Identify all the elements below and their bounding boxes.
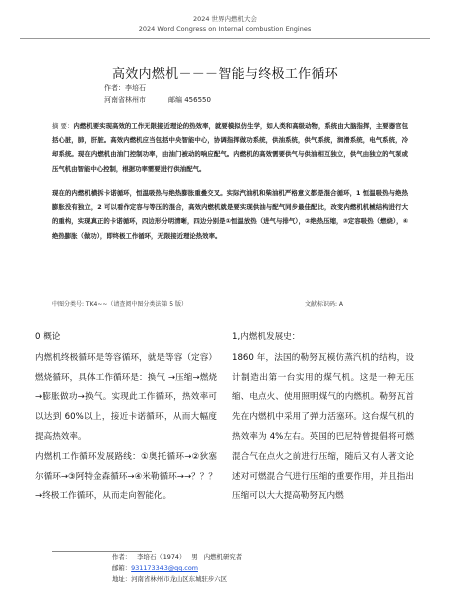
intro-paragraph: 现在的内燃机横拆卡诺循环，恒温吸热与绝热膨胀重叠交叉。实际汽油机和柴油机严格意义都是混合循环，1 恒温吸热与绝热膨胀没有独立，2 可以看作定容与等压的混合，高效内燃机就是要实现供油与配气同步最佳配比，改变内燃机机械结构进行大的重构，实现真正的卡诺循环，四边形分明清晰，四边分别是①恒温放热（进气与排气），②绝热压缩，③定容吸热（燃烧），④绝热膨胀（做功），即终极工作循环，无限接近理论热效率。 [52,189,408,240]
footnote-address [112,574,227,584]
affiliation-place: 河南省林州市 [104,96,146,104]
abstract-text: 内燃机要实现高效的工作无限接近理论的热效率，就要模拟仿生学，如人类和高级动物，系统由大脑指挥，主要器官包括心脏，肺，肝脏。高效内燃机应当包括中央智能中心，协调指挥做功系统，供油系统，供气系统，润滑系统，电气系统，冷却系统。现在内燃机由油门控制功率，由油门被动的响应配气。内燃机的高效需要供气与供油相互独立，供气由独立的气泵或压气机由智能中心控制，根据功率需要进行供油配气。 [52,122,408,173]
section-heading-history: 1,内燃机发展史： [232,332,301,342]
conference-title-cn: 2024 世界内燃机大会 [192,15,258,23]
footnote-author [112,552,248,562]
clc-number: 中图分类号: TK4~~（请查阅中图分类法第 5 版） [52,301,188,308]
overview-paragraph-1: 内燃机终极循环是等容循环，就是等容（定容）燃烧循环，具体工作循环是：换气 →压缩→燃烧→膨胀做功→换气。实现此工作循环，热效率可以达到 60%以上，接近卡诺循环，从而大幅度提高热效率。 [35,352,217,442]
footnote-address-text: 河南省林州市龙山区东城驻步六区 [131,575,228,583]
right-column [232,328,414,507]
section-heading-overview: 0 概论 [35,332,61,342]
author-line [104,83,146,93]
header-divider [20,38,430,39]
document-code: 文献标识码: A [305,301,344,308]
conference-header [0,14,450,34]
footnote-gender: 男 [191,553,198,561]
footnote-email-label: 邮箱： [112,564,132,572]
footnote-email [112,563,198,573]
left-column [35,328,217,507]
author-name: 李培石 [125,84,146,92]
paper-title: 高效内燃机－－－智能与终极工作循环 [111,67,339,82]
footnote-author-name: 李培石（1974） [137,553,186,561]
conference-title-en: 2024 Word Congress on Internal combustion Engines [138,25,312,33]
abstract [52,119,408,176]
overview-paragraph-2: 内燃机工作循环发展路线：①奥托循环→②狄塞尔循环→③阿特金森循环→④米勒循环→→？？？→终极工作循环，从而走向智能化。 [35,451,217,502]
footnote-role: 内燃机研究者 [203,553,243,561]
author-label: 作者： [104,84,125,92]
affiliation-postcode: 邮编 456550 [168,96,211,104]
affiliation-line [104,95,211,105]
email-link[interactable]: 931173343@qq.com [131,564,198,572]
history-paragraph-1: 1860 年，法国的勒努瓦模仿蒸汽机的结构，设计制造出第一台实用的煤气机。这是一种无压缩、电点火、使用照明煤气的内燃机。勒努瓦首先在内燃机中采用了弹力活塞环。这台煤气机的热效率为 4%左右。英国的巴尼特曾提倡将可燃混合气在点火之前进行压缩，随后又有人著文论述对可燃混合气进行压缩的重要作用，并且指出压缩可以大大提高勒努瓦内燃 [232,352,414,502]
footnote-author-label: 作者： [112,553,132,561]
abstract-label: 摘 要： [52,122,74,130]
footnote-address-label: 地址： [112,575,132,583]
